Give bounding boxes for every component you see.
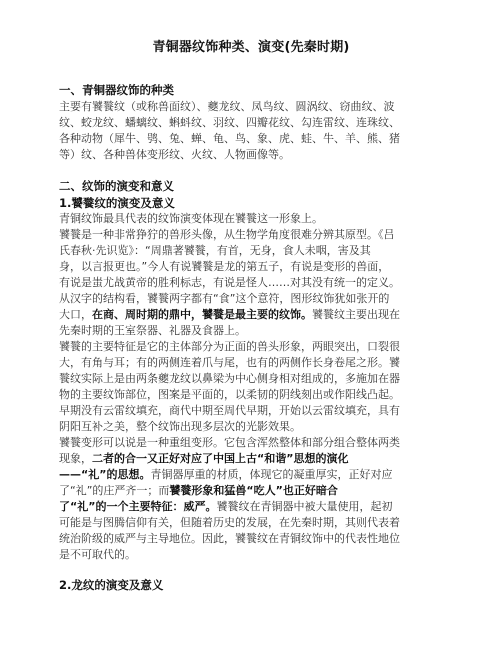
bold-text: 二者的合一又正好对应了中国上古“和谐”思想的演化 <box>92 452 349 465</box>
page-title: 青铜器纹饰种类、演变(先秦时期) <box>152 40 350 55</box>
paragraph-line: 阴阳互补之美，整个纹饰出现多层次的光影效果。 <box>59 420 301 433</box>
section-heading-evolution: 二、纹饰的演变和意义 <box>59 179 174 193</box>
paragraph-line <box>59 468 447 482</box>
paragraph-line: 纹、蛟龙纹、蟠螭纹、蝌蚪纹、羽纹、四瓣花纹、勾连雷纹、连珠纹、 <box>59 116 400 129</box>
paragraph-line: 青铜纹饰最具代表的纹饰演变体现在饕餮这一形象上。 <box>59 212 323 225</box>
paragraph-line: 可能是与图腾信仰有关，但随着历史的发展，在先秦时期，其则代表着 <box>59 516 400 529</box>
paragraph-line <box>59 484 447 498</box>
paragraph-line: 是不可取代的。 <box>59 548 136 561</box>
paragraph-line: 物的主要纹饰部位，图案是平面的，以柔韧的阴线刻出或作阳线凸起。 <box>59 388 400 401</box>
paragraph-line <box>59 308 447 322</box>
paragraph-line: 餮纹实际上是由两条夔龙纹以鼻梁为中心侧身相对组成的，多施加在器 <box>59 372 400 385</box>
bold-text: 饕餮形象和猛兽“吃人”也正好暗合 <box>169 484 338 497</box>
paragraph-line: 饕餮的主要特征是它的主体部分为正面的兽头形象，两眼突出，口裂很 <box>59 340 400 353</box>
paragraph-line: 氏春秋·先识览》：“周鼎著饕餮，有首，无身，食人未咽，害及其 <box>59 244 371 257</box>
subsection-heading-dragon: 2.龙纹的演变及意义 <box>59 578 164 592</box>
text-run: 饕餮纹在青铜器中被大量使用，起初 <box>216 500 393 513</box>
paragraph-line: 等）纹、各种兽体变形纹、火纹、人物画像等。 <box>59 148 290 161</box>
paragraph-line: 统治阶级的威严与主导地位。因此，饕餮纹在青铜纹饰中的代表性地位 <box>59 532 400 545</box>
paragraph-line: 饕餮变形可以说是一种重组变形。它包含浑然整体和部分组合整体两类 <box>59 436 400 449</box>
paragraph-line: 有说是蚩尤战黄帝的胜利标志，有说是怪人……对其没有统一的定义。 <box>59 276 400 289</box>
paragraph-line <box>59 452 447 466</box>
paragraph-line: 主要有饕餮纹（或称兽面纹）、夔龙纹、凤鸟纹、圆涡纹、窃曲纹、波 <box>59 100 395 113</box>
text-run: 青铜器厚重的材质，体现它的凝重厚实，正好对应 <box>150 468 393 481</box>
paragraph-line: 从汉字的结构看，饕餮两字都有“食”这个意符，图形纹饰犹如张开的 <box>59 292 390 305</box>
bold-text: ——“礼”的思想。 <box>59 468 151 481</box>
text-run: 了“礼”的庄严齐一；而 <box>59 484 170 497</box>
section-heading-types: 一、青铜器纹饰的种类 <box>59 83 174 97</box>
bold-text: 在商、周时期的鼎中，饕餮是最主要的纹饰。 <box>92 308 312 321</box>
paragraph-line <box>59 500 447 514</box>
text-run: 现象， <box>59 452 92 465</box>
subsection-heading-taotie: 1.饕餮纹的演变及意义 <box>59 196 175 210</box>
paragraph-line: 大，有角与耳；有的两侧连着爪与尾，也有的两侧作长身卷尾之形。饕 <box>59 356 400 369</box>
bold-text: 了“礼”的一个主要特征：威严。 <box>59 500 217 513</box>
paragraph-line: 早期没有云雷纹填充，商代中期至周代早期，开始以云雷纹填充，具有 <box>59 404 400 417</box>
paragraph-line: 先秦时期的王室祭器、礼器及食器上。 <box>59 324 246 337</box>
paragraph-line: 各种动物（犀牛、鸮、兔、蝉、龟、鸟、象、虎、蛙、牛、羊、熊、猪 <box>59 132 400 145</box>
text-run: 大口， <box>59 308 92 321</box>
text-run: 饕餮纹主要出现在 <box>312 308 400 321</box>
paragraph-line: 身，以言报更也。”今人有说饕餮是龙的第五子，有说是变形的兽面， <box>59 260 390 273</box>
paragraph-line: 饕餮是一种非常狰狞的兽形头像，从生物学角度很难分辨其原型。《吕 <box>59 228 395 241</box>
